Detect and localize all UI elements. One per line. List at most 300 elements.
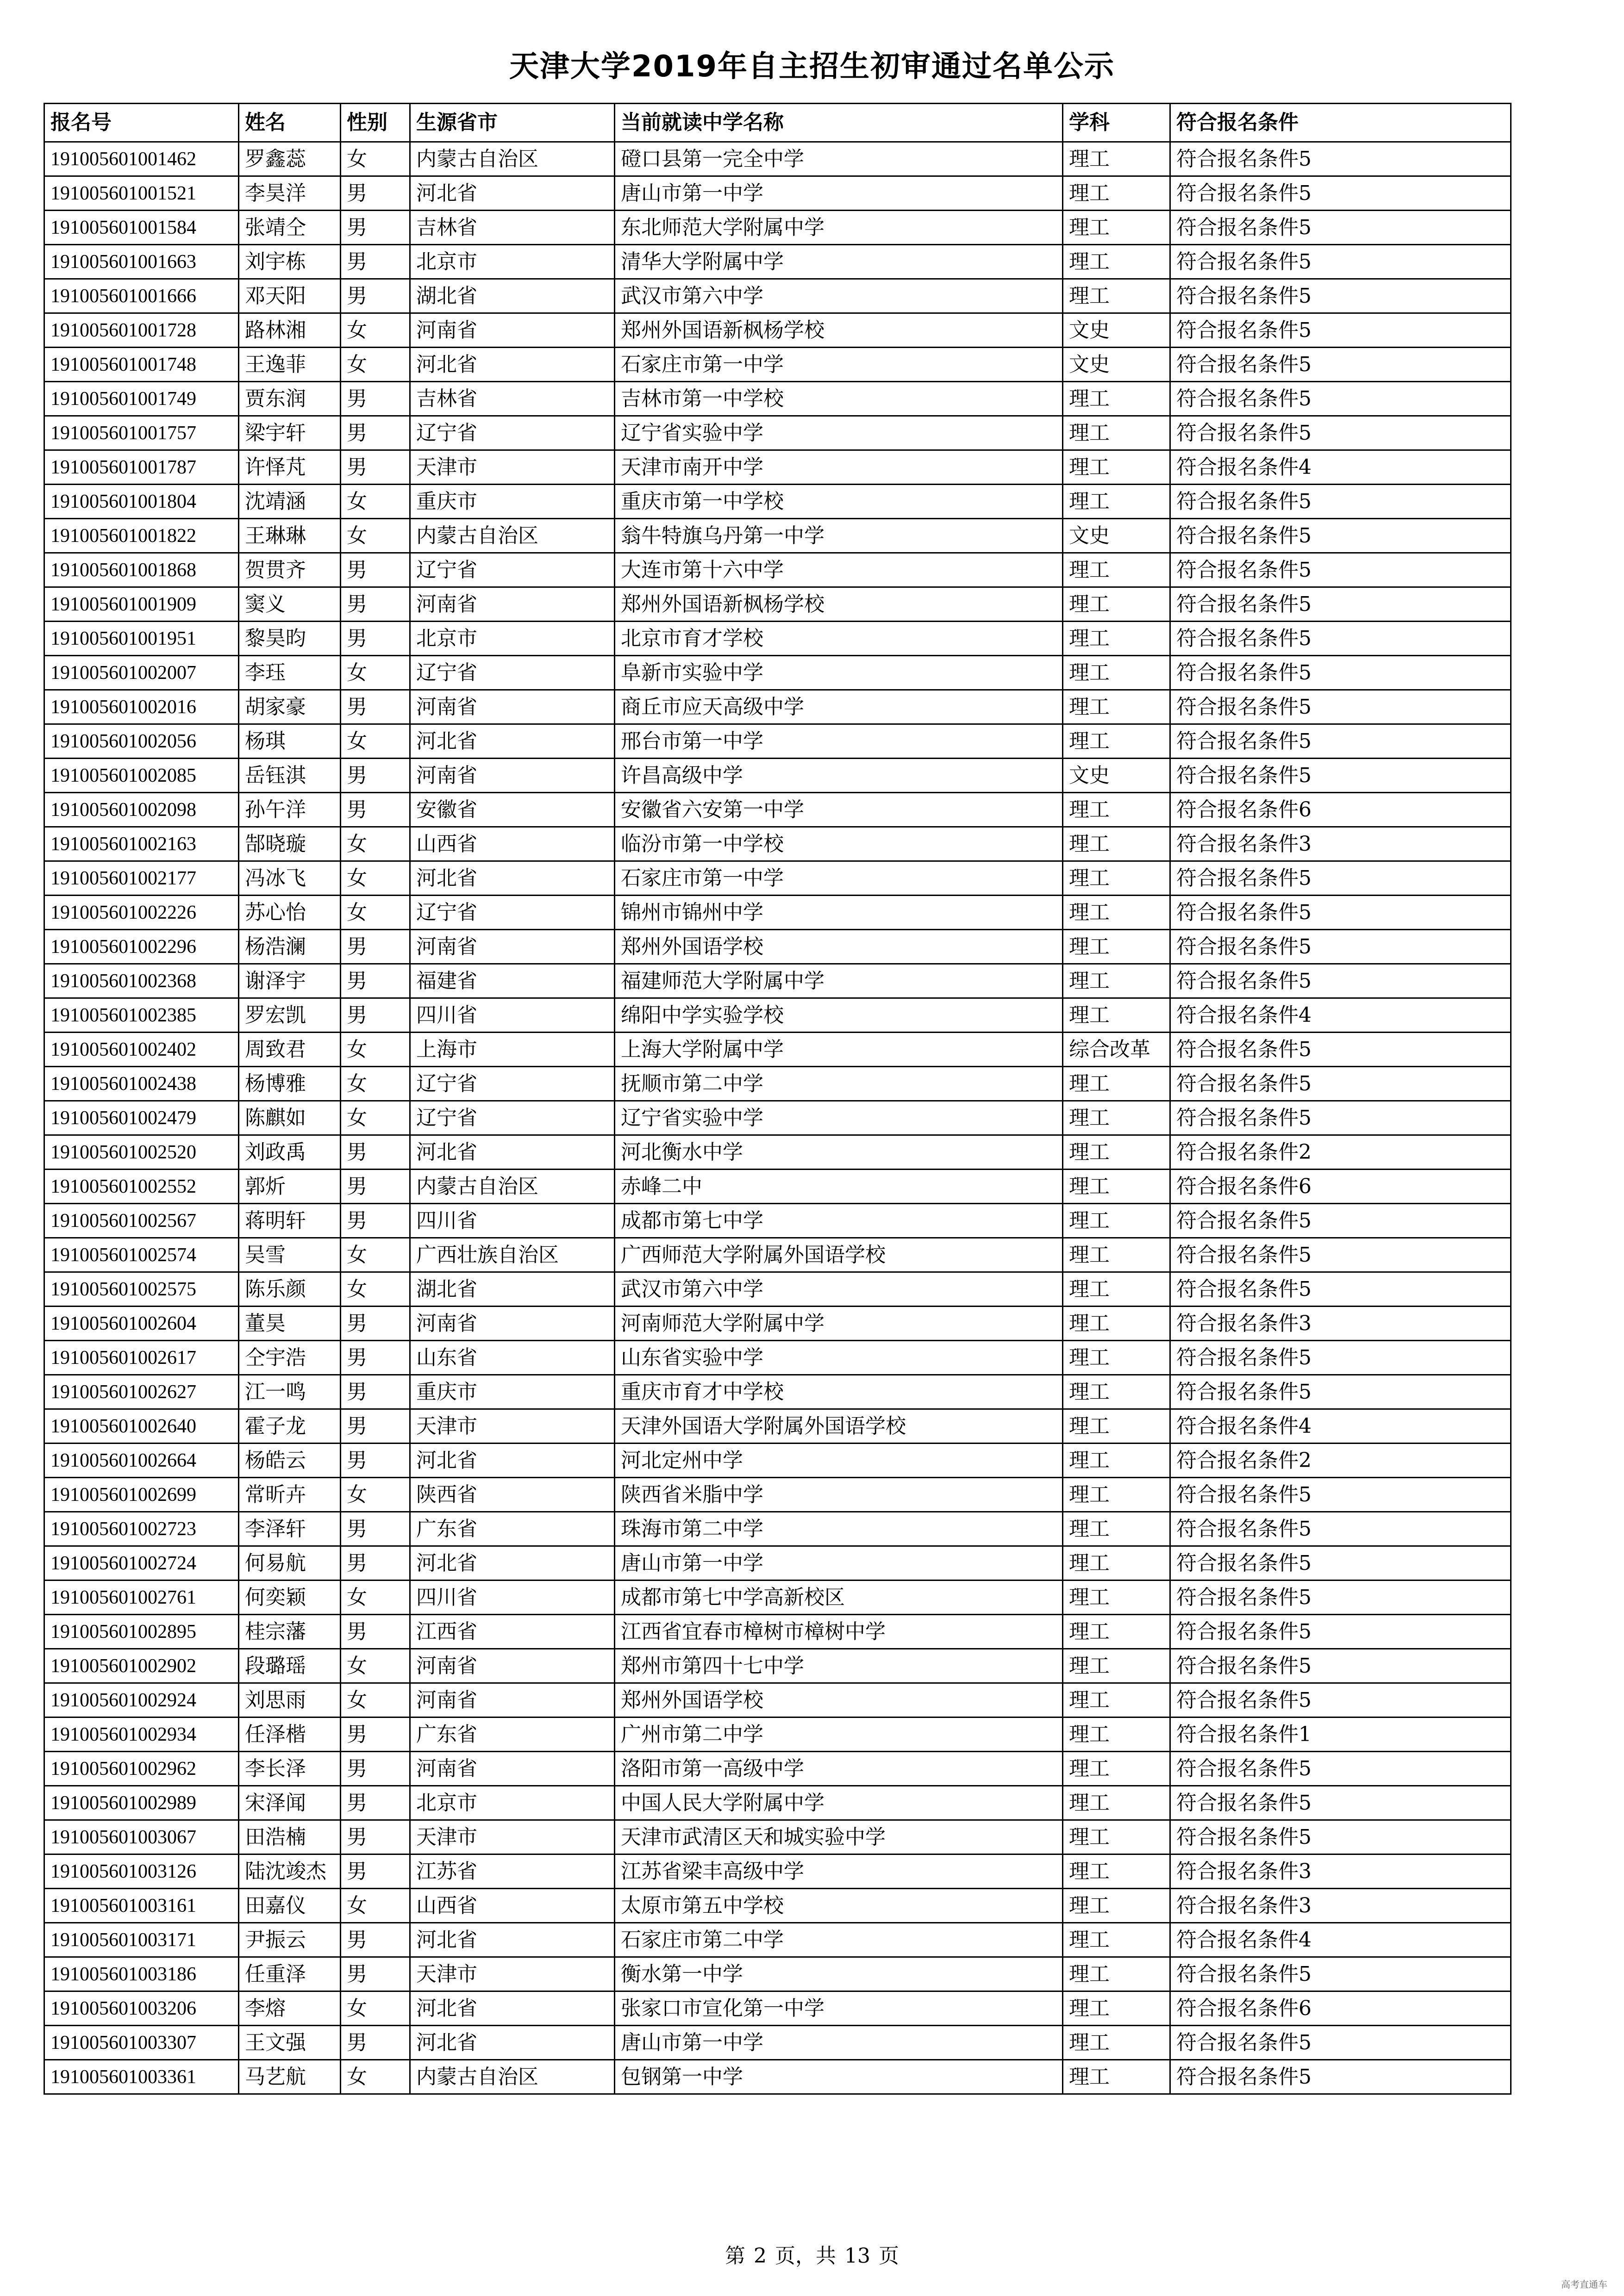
watermark-text: 高考直通车	[1561, 2279, 1607, 2290]
gender-cell: 男	[341, 245, 410, 279]
registration-no-cell: 191005601002575	[44, 1272, 239, 1307]
province-cell: 福建省	[410, 964, 615, 998]
province-cell: 河北省	[410, 1923, 615, 1957]
name-cell: 许怿芃	[239, 450, 341, 485]
school-cell: 武汉市第六中学	[615, 1272, 1063, 1307]
gender-cell: 男	[341, 1341, 410, 1375]
condition-cell: 符合报名条件5	[1170, 759, 1511, 793]
registration-no-cell: 191005601002574	[44, 1238, 239, 1272]
subject-cell: 理工	[1063, 279, 1170, 313]
name-cell: 郜晓璇	[239, 827, 341, 861]
subject-cell: 理工	[1063, 1615, 1170, 1649]
gender-cell: 女	[341, 724, 410, 759]
subject-cell: 文史	[1063, 348, 1170, 382]
subject-cell: 理工	[1063, 1957, 1170, 1991]
school-cell: 武汉市第六中学	[615, 279, 1063, 313]
school-cell: 商丘市应天高级中学	[615, 690, 1063, 724]
table-row	[44, 1889, 1511, 1923]
registration-no-cell: 191005601002552	[44, 1170, 239, 1204]
registration-no-cell: 191005601003161	[44, 1889, 239, 1923]
registration-no-cell: 191005601001951	[44, 622, 239, 656]
subject-cell: 文史	[1063, 759, 1170, 793]
condition-cell: 符合报名条件3	[1170, 1307, 1511, 1341]
registration-no-cell: 191005601002056	[44, 724, 239, 759]
province-cell: 河南省	[410, 930, 615, 964]
subject-cell: 理工	[1063, 2026, 1170, 2060]
gender-cell: 女	[341, 656, 410, 690]
gender-cell: 女	[341, 142, 410, 176]
condition-cell: 符合报名条件5	[1170, 1375, 1511, 1409]
table-row	[44, 1580, 1511, 1615]
table-row	[44, 2026, 1511, 2060]
condition-cell: 符合报名条件5	[1170, 1683, 1511, 1717]
subject-cell: 理工	[1063, 690, 1170, 724]
gender-cell: 男	[341, 759, 410, 793]
condition-cell: 符合报名条件4	[1170, 998, 1511, 1033]
name-cell: 苏心怡	[239, 896, 341, 930]
table-row	[44, 1444, 1511, 1478]
subject-cell: 理工	[1063, 1444, 1170, 1478]
province-cell: 广东省	[410, 1717, 615, 1752]
condition-cell: 符合报名条件6	[1170, 1170, 1511, 1204]
school-cell: 唐山市第一中学	[615, 2026, 1063, 2060]
name-cell: 罗宏凯	[239, 998, 341, 1033]
table-row	[44, 485, 1511, 519]
name-cell: 田浩楠	[239, 1820, 341, 1854]
school-cell: 石家庄市第二中学	[615, 1923, 1063, 1957]
table-row	[44, 211, 1511, 245]
registration-no-cell: 191005601002640	[44, 1409, 239, 1444]
name-cell: 吴雪	[239, 1238, 341, 1272]
subject-cell: 理工	[1063, 553, 1170, 587]
school-cell: 辽宁省实验中学	[615, 416, 1063, 450]
gender-cell: 男	[341, 1375, 410, 1409]
condition-cell: 符合报名条件5	[1170, 382, 1511, 416]
name-cell: 任重泽	[239, 1957, 341, 1991]
subject-cell: 文史	[1063, 313, 1170, 348]
gender-cell: 女	[341, 1889, 410, 1923]
condition-cell: 符合报名条件4	[1170, 450, 1511, 485]
province-cell: 内蒙古自治区	[410, 519, 615, 553]
province-cell: 辽宁省	[410, 896, 615, 930]
condition-cell: 符合报名条件5	[1170, 1615, 1511, 1649]
condition-cell: 符合报名条件5	[1170, 1512, 1511, 1546]
name-cell: 杨皓云	[239, 1444, 341, 1478]
school-cell: 河北定州中学	[615, 1444, 1063, 1478]
condition-cell: 符合报名条件5	[1170, 656, 1511, 690]
subject-cell: 理工	[1063, 382, 1170, 416]
name-cell: 蒋明轩	[239, 1204, 341, 1238]
subject-cell: 理工	[1063, 416, 1170, 450]
school-cell: 成都市第七中学高新校区	[615, 1580, 1063, 1615]
footer-total-pages: 13	[844, 2244, 870, 2268]
school-cell: 中国人民大学附属中学	[615, 1786, 1063, 1820]
name-cell: 孙午洋	[239, 793, 341, 827]
province-cell: 河南省	[410, 587, 615, 622]
province-cell: 河北省	[410, 861, 615, 896]
gender-cell: 男	[341, 1717, 410, 1752]
province-cell: 山西省	[410, 1889, 615, 1923]
table-row	[44, 1272, 1511, 1307]
province-cell: 重庆市	[410, 485, 615, 519]
condition-cell: 符合报名条件5	[1170, 1204, 1511, 1238]
subject-cell: 理工	[1063, 1307, 1170, 1341]
gender-cell: 男	[341, 1444, 410, 1478]
subject-cell: 理工	[1063, 861, 1170, 896]
school-cell: 广州市第二中学	[615, 1717, 1063, 1752]
condition-cell: 符合报名条件5	[1170, 861, 1511, 896]
header-gender: 性别	[341, 104, 410, 142]
province-cell: 四川省	[410, 1204, 615, 1238]
registration-no-cell: 191005601002723	[44, 1512, 239, 1546]
registration-no-cell: 191005601001757	[44, 416, 239, 450]
registration-no-cell: 191005601001822	[44, 519, 239, 553]
subject-cell: 理工	[1063, 1991, 1170, 2026]
registration-no-cell: 191005601002924	[44, 1683, 239, 1717]
condition-cell: 符合报名条件6	[1170, 1991, 1511, 2026]
school-cell: 包钢第一中学	[615, 2060, 1063, 2094]
gender-cell: 男	[341, 587, 410, 622]
condition-cell: 符合报名条件5	[1170, 587, 1511, 622]
school-cell: 上海大学附属中学	[615, 1033, 1063, 1067]
registration-no-cell: 191005601001868	[44, 553, 239, 587]
province-cell: 河南省	[410, 759, 615, 793]
province-cell: 广东省	[410, 1512, 615, 1546]
table-row	[44, 1683, 1511, 1717]
gender-cell: 男	[341, 279, 410, 313]
gender-cell: 男	[341, 690, 410, 724]
gender-cell: 男	[341, 450, 410, 485]
registration-no-cell: 191005601002368	[44, 964, 239, 998]
subject-cell: 理工	[1063, 1512, 1170, 1546]
school-cell: 阜新市实验中学	[615, 656, 1063, 690]
province-cell: 河南省	[410, 313, 615, 348]
condition-cell: 符合报名条件5	[1170, 1546, 1511, 1580]
school-cell: 绵阳中学实验学校	[615, 998, 1063, 1033]
province-cell: 河北省	[410, 176, 615, 211]
school-cell: 安徽省六安第一中学	[615, 793, 1063, 827]
gender-cell: 男	[341, 1820, 410, 1854]
school-cell: 江苏省梁丰高级中学	[615, 1854, 1063, 1889]
province-cell: 江苏省	[410, 1854, 615, 1889]
table-body	[44, 142, 1511, 2094]
gender-cell: 男	[341, 1170, 410, 1204]
school-cell: 太原市第五中学校	[615, 1889, 1063, 1923]
subject-cell: 理工	[1063, 1546, 1170, 1580]
registration-no-cell: 191005601002385	[44, 998, 239, 1033]
registration-no-cell: 191005601001748	[44, 348, 239, 382]
table-row	[44, 1170, 1511, 1204]
province-cell: 江西省	[410, 1615, 615, 1649]
registration-no-cell: 191005601002761	[44, 1580, 239, 1615]
subject-cell: 理工	[1063, 485, 1170, 519]
name-cell: 李泽轩	[239, 1512, 341, 1546]
condition-cell: 符合报名条件2	[1170, 1135, 1511, 1170]
gender-cell: 女	[341, 1101, 410, 1135]
gender-cell: 男	[341, 793, 410, 827]
condition-cell: 符合报名条件2	[1170, 1444, 1511, 1478]
school-cell: 郑州市第四十七中学	[615, 1649, 1063, 1683]
table-row	[44, 793, 1511, 827]
school-cell: 郑州外国语学校	[615, 930, 1063, 964]
province-cell: 辽宁省	[410, 656, 615, 690]
name-cell: 刘宇栋	[239, 245, 341, 279]
school-cell: 临汾市第一中学校	[615, 827, 1063, 861]
table-row	[44, 348, 1511, 382]
province-cell: 湖北省	[410, 279, 615, 313]
table-row	[44, 724, 1511, 759]
header-condition: 符合报名条件	[1170, 104, 1511, 142]
condition-cell: 符合报名条件5	[1170, 1101, 1511, 1135]
subject-cell: 理工	[1063, 1649, 1170, 1683]
gender-cell: 女	[341, 1067, 410, 1101]
footer-page-number: 2	[754, 2244, 767, 2268]
name-cell: 梁宇轩	[239, 416, 341, 450]
province-cell: 重庆市	[410, 1375, 615, 1409]
name-cell: 段璐瑶	[239, 1649, 341, 1683]
subject-cell: 理工	[1063, 1101, 1170, 1135]
subject-cell: 理工	[1063, 622, 1170, 656]
gender-cell: 男	[341, 176, 410, 211]
registration-no-cell: 191005601001909	[44, 587, 239, 622]
table-row	[44, 1101, 1511, 1135]
registration-no-cell: 191005601001521	[44, 176, 239, 211]
table-row	[44, 1752, 1511, 1786]
province-cell: 河北省	[410, 2026, 615, 2060]
province-cell: 河南省	[410, 1649, 615, 1683]
gender-cell: 女	[341, 1238, 410, 1272]
table-row	[44, 245, 1511, 279]
name-cell: 罗鑫蕊	[239, 142, 341, 176]
condition-cell: 符合报名条件5	[1170, 2060, 1511, 2094]
table-row	[44, 1649, 1511, 1683]
subject-cell: 理工	[1063, 1272, 1170, 1307]
name-cell: 王琳琳	[239, 519, 341, 553]
table-row	[44, 896, 1511, 930]
registration-no-cell: 191005601002895	[44, 1615, 239, 1649]
name-cell: 陈乐颜	[239, 1272, 341, 1307]
name-cell: 杨浩澜	[239, 930, 341, 964]
school-cell: 衡水第一中学	[615, 1957, 1063, 1991]
school-cell: 成都市第七中学	[615, 1204, 1063, 1238]
registration-no-cell: 191005601002177	[44, 861, 239, 896]
table-row	[44, 1409, 1511, 1444]
table-row	[44, 1854, 1511, 1889]
footer-mid: 页，共	[775, 2244, 836, 2268]
gender-cell: 女	[341, 1991, 410, 2026]
registration-no-cell: 191005601002902	[44, 1649, 239, 1683]
school-cell: 河北衡水中学	[615, 1135, 1063, 1170]
condition-cell: 符合报名条件5	[1170, 1272, 1511, 1307]
province-cell: 北京市	[410, 1786, 615, 1820]
registration-no-cell: 191005601003206	[44, 1991, 239, 2026]
name-cell: 江一鸣	[239, 1375, 341, 1409]
subject-cell: 理工	[1063, 245, 1170, 279]
condition-cell: 符合报名条件5	[1170, 964, 1511, 998]
condition-cell: 符合报名条件6	[1170, 793, 1511, 827]
registration-no-cell: 191005601003361	[44, 2060, 239, 2094]
registration-no-cell: 191005601002617	[44, 1341, 239, 1375]
registration-no-cell: 191005601002479	[44, 1101, 239, 1135]
gender-cell: 女	[341, 1033, 410, 1067]
province-cell: 辽宁省	[410, 553, 615, 587]
table-row	[44, 759, 1511, 793]
province-cell: 湖北省	[410, 1272, 615, 1307]
name-cell: 刘政禹	[239, 1135, 341, 1170]
table-row	[44, 450, 1511, 485]
gender-cell: 男	[341, 1204, 410, 1238]
school-cell: 重庆市育才中学校	[615, 1375, 1063, 1409]
table-row	[44, 416, 1511, 450]
province-cell: 山东省	[410, 1341, 615, 1375]
school-cell: 天津市武清区天和城实验中学	[615, 1820, 1063, 1854]
condition-cell: 符合报名条件5	[1170, 1580, 1511, 1615]
gender-cell: 男	[341, 2026, 410, 2060]
province-cell: 河南省	[410, 1683, 615, 1717]
subject-cell: 理工	[1063, 1786, 1170, 1820]
name-cell: 宋泽闻	[239, 1786, 341, 1820]
page-footer	[0, 2239, 1624, 2269]
province-cell: 北京市	[410, 245, 615, 279]
name-cell: 霍子龙	[239, 1409, 341, 1444]
subject-cell: 理工	[1063, 656, 1170, 690]
condition-cell: 符合报名条件5	[1170, 279, 1511, 313]
table-row	[44, 622, 1511, 656]
table-row	[44, 1478, 1511, 1512]
subject-cell: 理工	[1063, 964, 1170, 998]
name-cell: 马艺航	[239, 2060, 341, 2094]
school-cell: 郑州外国语学校	[615, 1683, 1063, 1717]
name-cell: 尹振云	[239, 1923, 341, 1957]
condition-cell: 符合报名条件5	[1170, 1957, 1511, 1991]
registration-no-cell: 191005601002007	[44, 656, 239, 690]
registration-no-cell: 191005601003067	[44, 1820, 239, 1854]
table-row	[44, 656, 1511, 690]
gender-cell: 男	[341, 1512, 410, 1546]
subject-cell: 理工	[1063, 1923, 1170, 1957]
table-row	[44, 1307, 1511, 1341]
registration-no-cell: 191005601001462	[44, 142, 239, 176]
gender-cell: 女	[341, 1683, 410, 1717]
school-cell: 唐山市第一中学	[615, 1546, 1063, 1580]
subject-cell: 理工	[1063, 1717, 1170, 1752]
registration-no-cell: 191005601002438	[44, 1067, 239, 1101]
school-cell: 郑州外国语新枫杨学校	[615, 587, 1063, 622]
school-cell: 辽宁省实验中学	[615, 1101, 1063, 1135]
name-cell: 张靖仝	[239, 211, 341, 245]
registration-no-cell: 191005601002098	[44, 793, 239, 827]
province-cell: 天津市	[410, 1820, 615, 1854]
condition-cell: 符合报名条件5	[1170, 1820, 1511, 1854]
table-row	[44, 1923, 1511, 1957]
school-cell: 江西省宜春市樟树市樟树中学	[615, 1615, 1063, 1649]
condition-cell: 符合报名条件5	[1170, 1067, 1511, 1101]
table-row	[44, 313, 1511, 348]
registration-no-cell: 191005601001663	[44, 245, 239, 279]
name-cell: 王逸菲	[239, 348, 341, 382]
name-cell: 李长泽	[239, 1752, 341, 1786]
school-cell: 磴口县第一完全中学	[615, 142, 1063, 176]
registration-no-cell: 191005601002604	[44, 1307, 239, 1341]
province-cell: 天津市	[410, 1409, 615, 1444]
admission-list-table	[44, 103, 1512, 2095]
table-row	[44, 1033, 1511, 1067]
subject-cell: 理工	[1063, 211, 1170, 245]
subject-cell: 理工	[1063, 1238, 1170, 1272]
name-cell: 王文强	[239, 2026, 341, 2060]
condition-cell: 符合报名条件5	[1170, 553, 1511, 587]
registration-no-cell: 191005601003171	[44, 1923, 239, 1957]
name-cell: 何易航	[239, 1546, 341, 1580]
province-cell: 河北省	[410, 724, 615, 759]
table-row	[44, 827, 1511, 861]
province-cell: 河南省	[410, 690, 615, 724]
table-row	[44, 1615, 1511, 1649]
table-row	[44, 964, 1511, 998]
registration-no-cell: 191005601002699	[44, 1478, 239, 1512]
table-row	[44, 1375, 1511, 1409]
registration-no-cell: 191005601002934	[44, 1717, 239, 1752]
document-title: 天津大学2019年自主招生初审通过名单公示	[509, 50, 1115, 84]
name-cell: 田嘉仪	[239, 1889, 341, 1923]
registration-no-cell: 191005601001749	[44, 382, 239, 416]
condition-cell: 符合报名条件5	[1170, 930, 1511, 964]
condition-cell: 符合报名条件5	[1170, 622, 1511, 656]
subject-cell: 理工	[1063, 1752, 1170, 1786]
province-cell: 辽宁省	[410, 1067, 615, 1101]
header-registration-no: 报名号	[44, 104, 239, 142]
gender-cell: 男	[341, 1135, 410, 1170]
gender-cell: 女	[341, 1272, 410, 1307]
subject-cell: 理工	[1063, 896, 1170, 930]
gender-cell: 男	[341, 622, 410, 656]
province-cell: 天津市	[410, 1957, 615, 1991]
subject-cell: 理工	[1063, 1478, 1170, 1512]
condition-cell: 符合报名条件5	[1170, 1033, 1511, 1067]
gender-cell: 女	[341, 313, 410, 348]
province-cell: 内蒙古自治区	[410, 2060, 615, 2094]
subject-cell: 理工	[1063, 827, 1170, 861]
school-cell: 洛阳市第一高级中学	[615, 1752, 1063, 1786]
province-cell: 河北省	[410, 1991, 615, 2026]
province-cell: 河南省	[410, 1752, 615, 1786]
condition-cell: 符合报名条件5	[1170, 724, 1511, 759]
condition-cell: 符合报名条件5	[1170, 690, 1511, 724]
school-cell: 赤峰二中	[615, 1170, 1063, 1204]
subject-cell: 理工	[1063, 724, 1170, 759]
registration-no-cell: 191005601003126	[44, 1854, 239, 1889]
name-cell: 杨琪	[239, 724, 341, 759]
school-cell: 大连市第十六中学	[615, 553, 1063, 587]
gender-cell: 男	[341, 1546, 410, 1580]
school-cell: 天津市南开中学	[615, 450, 1063, 485]
school-cell: 抚顺市第二中学	[615, 1067, 1063, 1101]
name-cell: 窦义	[239, 587, 341, 622]
province-cell: 辽宁省	[410, 416, 615, 450]
registration-no-cell: 191005601003186	[44, 1957, 239, 1991]
condition-cell: 符合报名条件5	[1170, 211, 1511, 245]
registration-no-cell: 191005601002567	[44, 1204, 239, 1238]
table-row	[44, 1238, 1511, 1272]
table-row	[44, 279, 1511, 313]
table-row	[44, 1067, 1511, 1101]
name-cell: 陆沈竣杰	[239, 1854, 341, 1889]
gender-cell: 男	[341, 1307, 410, 1341]
registration-no-cell: 191005601001666	[44, 279, 239, 313]
name-cell: 谢泽宇	[239, 964, 341, 998]
gender-cell: 男	[341, 1752, 410, 1786]
province-cell: 河北省	[410, 1135, 615, 1170]
